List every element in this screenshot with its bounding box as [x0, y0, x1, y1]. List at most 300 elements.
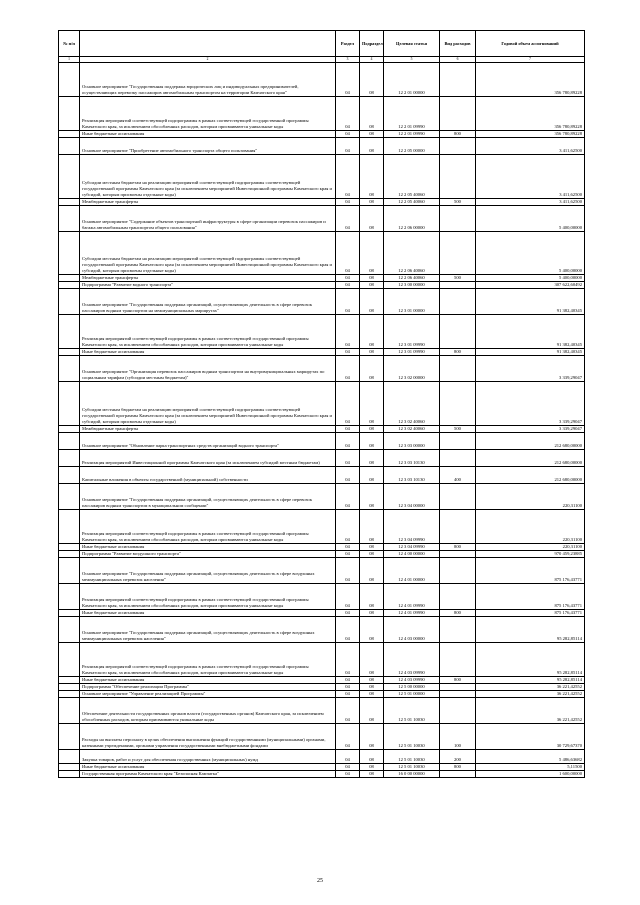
- cell-expense-type: 800: [440, 764, 476, 771]
- cell-razdel: 04: [336, 275, 360, 282]
- cell-razdel: 04: [336, 558, 360, 584]
- cell-expense-type: 200: [440, 750, 476, 764]
- cell-podrazdel: 08: [360, 724, 384, 750]
- cell-razdel: 04: [336, 510, 360, 544]
- cell-target-article: 12 2 01 09990: [384, 97, 440, 131]
- cell-razdel: 04: [336, 356, 360, 382]
- cell-amount: 30 729,67370: [476, 724, 585, 750]
- cell-amount: 875 176,43771: [476, 610, 585, 617]
- cell-target-article: 12 2 01 00000: [384, 63, 440, 97]
- cell-num: [59, 771, 80, 778]
- cell-name: Межбюджетные трансферты: [80, 275, 336, 282]
- cell-razdel: 04: [336, 138, 360, 155]
- table-row: [59, 484, 585, 510]
- cell-num: [59, 584, 80, 610]
- cell-amount: 1 600,00000: [476, 771, 585, 778]
- table-row: [59, 510, 585, 544]
- cell-num: [59, 155, 80, 199]
- cell-expense-type: 800: [440, 544, 476, 551]
- cell-amount: 91 382,40345: [476, 349, 585, 356]
- cell-num: [59, 315, 80, 349]
- cell-podrazdel: 08: [360, 155, 384, 199]
- cell-target-article: 12 4 03 09990: [384, 677, 440, 684]
- table-row: [59, 199, 585, 206]
- cell-podrazdel: 08: [360, 282, 384, 289]
- cell-amount: 3 411,62500: [476, 199, 585, 206]
- cell-name: Субсидии местным бюджетам на реализацию мероприятий соответствующей подпрограммы соответствующей государственной программы Камчатского края (за исключением мероприятий Инвестиционной программы Камчатского края и субсидий, которым присвоены отдельные коды): [80, 155, 336, 199]
- cell-expense-type: [440, 155, 476, 199]
- cell-razdel: 04: [336, 199, 360, 206]
- cell-target-article: 12 5 01 10030: [384, 764, 440, 771]
- cell-podrazdel: 08: [360, 698, 384, 724]
- cell-razdel: 04: [336, 544, 360, 551]
- cell-razdel: 04: [336, 426, 360, 433]
- cell-name: Реализация мероприятий соответствующей подпрограммы в рамках соответствующей государственной программы Камчатского края, за исключением обособленных расходов, которым присваиваются уникальные коды: [80, 643, 336, 677]
- cell-podrazdel: 08: [360, 750, 384, 764]
- cell-target-article: 12 2 06 40060: [384, 275, 440, 282]
- cell-expense-type: [440, 232, 476, 275]
- cell-expense-type: 500: [440, 199, 476, 206]
- cell-amount: 95 282,85114: [476, 677, 585, 684]
- cell-target-article: 12 5 01 10030: [384, 724, 440, 750]
- cell-expense-type: 800: [440, 349, 476, 356]
- cell-num: [59, 467, 80, 484]
- cell-num: [59, 684, 80, 691]
- cell-razdel: 04: [336, 764, 360, 771]
- cell-name: Основное мероприятие "Государственная поддержка юридических лиц и индивидуальных предпринимателей, осуществляющих перевозку пассажиров автомобильным транспортом на территории Камчатского края": [80, 63, 336, 97]
- cell-name: Обеспечение деятельности государственных органов власти (государственных органов) Камчатского края, за исключением обособленных расходов, которым присваиваются уникальные коды: [80, 698, 336, 724]
- header-num: № п/п: [59, 31, 80, 57]
- cell-expense-type: [440, 138, 476, 155]
- cell-name: Иные бюджетные ассигнования: [80, 610, 336, 617]
- cell-num: [59, 677, 80, 684]
- table-row: [59, 584, 585, 610]
- cell-num: [59, 206, 80, 232]
- cell-name: Подпрограмма "Развитие водного транспорта": [80, 282, 336, 289]
- cell-podrazdel: 08: [360, 275, 384, 282]
- cell-amount: 220,31100: [476, 510, 585, 544]
- cell-target-article: 12 2 01 09990: [384, 131, 440, 138]
- cell-name: Иные бюджетные ассигнования: [80, 677, 336, 684]
- cell-expense-type: [440, 771, 476, 778]
- table-row: [59, 356, 585, 382]
- cell-target-article: 12 3 01 09990: [384, 315, 440, 349]
- cell-podrazdel: 08: [360, 450, 384, 467]
- cell-amount: 91 382,40345: [476, 315, 585, 349]
- cell-num: [59, 356, 80, 382]
- cell-razdel: 04: [336, 63, 360, 97]
- cell-name: Межбюджетные трансферты: [80, 199, 336, 206]
- col-number: 3: [336, 57, 360, 63]
- cell-amount: 95 282,85114: [476, 643, 585, 677]
- cell-podrazdel: 08: [360, 131, 384, 138]
- budget-table: [58, 30, 585, 778]
- cell-num: [59, 643, 80, 677]
- table-row: [59, 691, 585, 698]
- cell-amount: 3 411,62500: [476, 155, 585, 199]
- cell-expense-type: 800: [440, 677, 476, 684]
- cell-name: Основное мероприятие "Содержание объектов транспортной инфраструктуры в сфере организации перевозок пассажиров и багажа автомобильным транспортом общего пользования": [80, 206, 336, 232]
- table-row: [59, 315, 585, 349]
- cell-podrazdel: 08: [360, 677, 384, 684]
- cell-podrazdel: 08: [360, 356, 384, 382]
- cell-podrazdel: 08: [360, 315, 384, 349]
- cell-podrazdel: 08: [360, 558, 384, 584]
- cell-expense-type: [440, 450, 476, 467]
- cell-podrazdel: 08: [360, 206, 384, 232]
- cell-razdel: 04: [336, 551, 360, 558]
- col-number: 4: [360, 57, 384, 63]
- cell-target-article: 12 4 01 09990: [384, 610, 440, 617]
- cell-expense-type: [440, 584, 476, 610]
- cell-expense-type: [440, 315, 476, 349]
- cell-name: Подпрограмма "Обеспечение реализации Программы": [80, 684, 336, 691]
- cell-target-article: 12 5 00 00000: [384, 684, 440, 691]
- cell-amount: 875 176,43771: [476, 584, 585, 610]
- cell-name: Реализация мероприятий соответствующей подпрограммы в рамках соответствующей государственной программы Камчатского края, за исключением обособленных расходов, которым присваиваются уникальные коды: [80, 584, 336, 610]
- cell-name: Основное мероприятие "Государственная поддержка организаций, осуществляющих деятельность в сфере воздушных межмуниципальных перевозок населения": [80, 558, 336, 584]
- cell-target-article: 12 3 04 09990: [384, 544, 440, 551]
- cell-expense-type: [440, 97, 476, 131]
- cell-expense-type: [440, 558, 476, 584]
- cell-target-article: 12 3 02 40060: [384, 382, 440, 426]
- table-row: [59, 750, 585, 764]
- table-row: [59, 558, 585, 584]
- cell-razdel: 04: [336, 450, 360, 467]
- table-row: [59, 643, 585, 677]
- cell-expense-type: [440, 684, 476, 691]
- cell-amount: 3 339,29047: [476, 356, 585, 382]
- cell-amount: 36 221,42552: [476, 698, 585, 724]
- cell-num: [59, 138, 80, 155]
- cell-name: Реализация мероприятий соответствующей подпрограммы в рамках соответствующей государственной программы Камчатского края, за исключением обособленных расходов, которым присваиваются уникальные коды: [80, 97, 336, 131]
- cell-amount: 3 339,29047: [476, 382, 585, 426]
- table-row: [59, 684, 585, 691]
- cell-expense-type: [440, 433, 476, 450]
- cell-razdel: 04: [336, 724, 360, 750]
- cell-podrazdel: 08: [360, 551, 384, 558]
- cell-podrazdel: 08: [360, 97, 384, 131]
- cell-amount: 356 780,89228: [476, 131, 585, 138]
- table-row: [59, 275, 585, 282]
- cell-razdel: 04: [336, 289, 360, 315]
- cell-num: [59, 510, 80, 544]
- cell-podrazdel: 08: [360, 771, 384, 778]
- col-number: 5: [384, 57, 440, 63]
- cell-razdel: 04: [336, 282, 360, 289]
- cell-expense-type: 500: [440, 426, 476, 433]
- cell-name: Реализация мероприятий соответствующей подпрограммы в рамках соответствующей государственной программы Камчатского края, за исключением обособленных расходов, которым присваиваются уникальные коды: [80, 315, 336, 349]
- cell-amount: 3 339,29047: [476, 426, 585, 433]
- cell-name: Иные бюджетные ассигнования: [80, 764, 336, 771]
- cell-expense-type: [440, 206, 476, 232]
- cell-num: [59, 382, 80, 426]
- table-row: [59, 138, 585, 155]
- cell-podrazdel: 08: [360, 138, 384, 155]
- cell-amount: 356 780,89228: [476, 97, 585, 131]
- cell-num: [59, 349, 80, 356]
- cell-num: [59, 433, 80, 450]
- cell-target-article: 12 3 01 09990: [384, 349, 440, 356]
- cell-name: Иные бюджетные ассигнования: [80, 349, 336, 356]
- table-row: [59, 63, 585, 97]
- cell-amount: 356 780,89228: [476, 63, 585, 97]
- cell-razdel: 04: [336, 643, 360, 677]
- cell-amount: 3 411,62500: [476, 138, 585, 155]
- cell-name: Основное мероприятие "Государственная поддержка организаций, осуществляющих деятельность в сфере воздушных межмуниципальных перевозок населения": [80, 617, 336, 643]
- cell-razdel: 04: [336, 584, 360, 610]
- cell-target-article: 12 2 06 40060: [384, 232, 440, 275]
- cell-amount: 875 176,43771: [476, 558, 585, 584]
- cell-amount: 212 680,00000: [476, 450, 585, 467]
- cell-expense-type: [440, 484, 476, 510]
- cell-target-article: 12 3 03 00000: [384, 433, 440, 450]
- cell-podrazdel: 08: [360, 764, 384, 771]
- cell-num: [59, 97, 80, 131]
- cell-target-article: 12 3 01 00000: [384, 289, 440, 315]
- cell-target-article: 12 4 03 09990: [384, 643, 440, 677]
- cell-name: Иные бюджетные ассигнования: [80, 131, 336, 138]
- header-razdel: Раздел: [336, 31, 360, 57]
- cell-num: [59, 484, 80, 510]
- cell-name: Основное мероприятие "Организация перевозок пассажиров водным транспортом на внутримуниципальных маршрутах по социальным тарифам (субсидии местным бюджетам)": [80, 356, 336, 382]
- table-row: [59, 382, 585, 426]
- cell-num: [59, 282, 80, 289]
- cell-num: [59, 617, 80, 643]
- table-row: [59, 677, 585, 684]
- table-row: [59, 724, 585, 750]
- table-row: [59, 282, 585, 289]
- cell-amount: 5 400,00000: [476, 206, 585, 232]
- cell-num: [59, 691, 80, 698]
- cell-expense-type: 800: [440, 610, 476, 617]
- table-row: [59, 698, 585, 724]
- cell-target-article: 12 3 03 10130: [384, 467, 440, 484]
- cell-target-article: 12 4 03 00000: [384, 617, 440, 643]
- header-annual-amount: Годовой объем ассигнований: [476, 31, 585, 57]
- cell-target-article: 12 5 01 10030: [384, 750, 440, 764]
- cell-name: Основное мероприятие "Приобретение автомобильного транспорта общего пользования": [80, 138, 336, 155]
- cell-target-article: 12 4 01 09990: [384, 584, 440, 610]
- col-number: 7: [476, 57, 585, 63]
- header-name: [80, 31, 336, 57]
- cell-amount: 970 459,23885: [476, 551, 585, 558]
- cell-expense-type: [440, 289, 476, 315]
- cell-name: Основное мероприятие "Управление реализацией Программы": [80, 691, 336, 698]
- cell-razdel: 04: [336, 131, 360, 138]
- page-number: 25: [317, 878, 323, 884]
- cell-podrazdel: 08: [360, 467, 384, 484]
- cell-amount: 5 486,63682: [476, 750, 585, 764]
- cell-target-article: 12 2 06 00000: [384, 206, 440, 232]
- table-row: [59, 617, 585, 643]
- cell-podrazdel: 08: [360, 433, 384, 450]
- cell-podrazdel: 08: [360, 63, 384, 97]
- cell-name: Основное мероприятие "Обновление парка транспортных средств организаций водного транспорта": [80, 433, 336, 450]
- table-row: [59, 610, 585, 617]
- cell-razdel: 04: [336, 382, 360, 426]
- cell-razdel: 04: [336, 750, 360, 764]
- cell-amount: 220,31100: [476, 484, 585, 510]
- cell-expense-type: 100: [440, 724, 476, 750]
- cell-num: [59, 289, 80, 315]
- table-row: [59, 155, 585, 199]
- cell-podrazdel: 08: [360, 510, 384, 544]
- cell-name: Основное мероприятие "Государственная поддержка организаций, осуществляющих деятельность в сфере перевозок пассажиров водным транспортом в муниципальном сообщении": [80, 484, 336, 510]
- cell-amount: 95 282,85114: [476, 617, 585, 643]
- cell-podrazdel: 08: [360, 617, 384, 643]
- cell-num: [59, 232, 80, 275]
- cell-num: [59, 698, 80, 724]
- cell-amount: 5,11500: [476, 764, 585, 771]
- cell-name: Подпрограмма "Развитие воздушного транспорта": [80, 551, 336, 558]
- cell-target-article: 12 2 05 40060: [384, 155, 440, 199]
- cell-amount: 91 382,40345: [476, 289, 585, 315]
- cell-name: Иные бюджетные ассигнования: [80, 544, 336, 551]
- cell-target-article: 12 3 02 40060: [384, 426, 440, 433]
- col-number: 6: [440, 57, 476, 63]
- header-expense-type: Вид расходов: [440, 31, 476, 57]
- cell-amount: 36 221,42552: [476, 691, 585, 698]
- cell-name: Государственная программа Камчатского края "Безопасная Камчатка": [80, 771, 336, 778]
- cell-razdel: 04: [336, 677, 360, 684]
- cell-num: [59, 764, 80, 771]
- cell-expense-type: [440, 63, 476, 97]
- table-body: [59, 63, 585, 778]
- col-number: 2: [80, 57, 336, 63]
- cell-razdel: 04: [336, 206, 360, 232]
- cell-amount: 5 400,00000: [476, 275, 585, 282]
- cell-amount: 212 680,00000: [476, 433, 585, 450]
- cell-expense-type: 500: [440, 275, 476, 282]
- table-row: [59, 551, 585, 558]
- cell-num: [59, 199, 80, 206]
- cell-num: [59, 558, 80, 584]
- cell-podrazdel: 08: [360, 610, 384, 617]
- cell-razdel: 04: [336, 232, 360, 275]
- table-row: [59, 97, 585, 131]
- cell-razdel: 04: [336, 684, 360, 691]
- cell-podrazdel: 08: [360, 349, 384, 356]
- cell-expense-type: [440, 691, 476, 698]
- table-row: [59, 426, 585, 433]
- cell-target-article: 12 3 00 00000: [384, 282, 440, 289]
- cell-razdel: 04: [336, 315, 360, 349]
- table-row: [59, 771, 585, 778]
- cell-target-article: 12 3 04 09990: [384, 510, 440, 544]
- cell-target-article: 12 2 05 00000: [384, 138, 440, 155]
- cell-expense-type: [440, 282, 476, 289]
- cell-amount: 5 400,00000: [476, 232, 585, 275]
- cell-razdel: 04: [336, 97, 360, 131]
- cell-podrazdel: 08: [360, 289, 384, 315]
- cell-target-article: 12 5 01 10030: [384, 698, 440, 724]
- cell-expense-type: 400: [440, 467, 476, 484]
- cell-podrazdel: 08: [360, 199, 384, 206]
- cell-name: Основное мероприятие "Государственная поддержка организаций, осуществляющих деятельность в сфере перевозок пассажиров водным транспортом на межмуниципальных маршрутах": [80, 289, 336, 315]
- cell-expense-type: [440, 382, 476, 426]
- cell-target-article: 12 4 00 00000: [384, 551, 440, 558]
- cell-amount: 212 680,00000: [476, 467, 585, 484]
- cell-expense-type: 800: [440, 131, 476, 138]
- cell-name: Закупка товаров, работ и услуг для обеспечения государственных (муниципальных) нужд: [80, 750, 336, 764]
- cell-num: [59, 544, 80, 551]
- cell-razdel: 04: [336, 698, 360, 724]
- cell-amount: 36 221,42552: [476, 684, 585, 691]
- cell-podrazdel: 08: [360, 232, 384, 275]
- cell-amount: 220,31100: [476, 544, 585, 551]
- table-row: [59, 131, 585, 138]
- table-row: [59, 764, 585, 771]
- cell-podrazdel: 08: [360, 544, 384, 551]
- table-row: [59, 433, 585, 450]
- cell-razdel: 04: [336, 484, 360, 510]
- cell-num: [59, 63, 80, 97]
- cell-expense-type: [440, 510, 476, 544]
- table-row: [59, 232, 585, 275]
- cell-razdel: 04: [336, 433, 360, 450]
- table-header-row: [59, 31, 585, 57]
- cell-podrazdel: 08: [360, 426, 384, 433]
- cell-target-article: 12 5 01 00000: [384, 691, 440, 698]
- cell-target-article: 12 4 01 00000: [384, 558, 440, 584]
- cell-podrazdel: 08: [360, 643, 384, 677]
- cell-num: [59, 275, 80, 282]
- cell-podrazdel: 08: [360, 382, 384, 426]
- cell-name: Субсидии местным бюджетам на реализацию мероприятий соответствующей подпрограммы соответствующей государственной программы Камчатского края (за исключением мероприятий Инвестиционной программы Камчатского края и субсидий, которым присвоены отдельные коды): [80, 382, 336, 426]
- table-row: [59, 467, 585, 484]
- header-podrazdel: Подраздел: [360, 31, 384, 57]
- cell-name: Капитальные вложения в объекты государственной (муниципальной) собственности: [80, 467, 336, 484]
- cell-razdel: 04: [336, 349, 360, 356]
- cell-razdel: 04: [336, 771, 360, 778]
- table-row: [59, 450, 585, 467]
- cell-expense-type: [440, 356, 476, 382]
- cell-podrazdel: 08: [360, 691, 384, 698]
- cell-num: [59, 610, 80, 617]
- table-row: [59, 349, 585, 356]
- cell-target-article: 12 3 03 10130: [384, 450, 440, 467]
- cell-razdel: 04: [336, 610, 360, 617]
- cell-num: [59, 450, 80, 467]
- header-target-article: Целевая статья: [384, 31, 440, 57]
- cell-target-article: 12 2 05 40060: [384, 199, 440, 206]
- cell-name: Реализация мероприятий соответствующей подпрограммы в рамках соответствующей государственной программы Камчатского края, за исключением обособленных расходов, которым присваиваются уникальные коды: [80, 510, 336, 544]
- cell-podrazdel: 08: [360, 484, 384, 510]
- cell-amount: 307 622,60492: [476, 282, 585, 289]
- cell-expense-type: [440, 551, 476, 558]
- cell-name: Субсидии местным бюджетам на реализацию мероприятий соответствующей подпрограммы соответствующей государственной программы Камчатского края (за исключением мероприятий Инвестиционной программы Камчатского края и субсидий, которым присвоены отдельные коды): [80, 232, 336, 275]
- cell-expense-type: [440, 617, 476, 643]
- cell-num: [59, 551, 80, 558]
- cell-razdel: 04: [336, 691, 360, 698]
- table-row: [59, 206, 585, 232]
- cell-podrazdel: 08: [360, 584, 384, 610]
- cell-target-article: 12 3 02 00000: [384, 356, 440, 382]
- cell-target-article: 12 3 04 00000: [384, 484, 440, 510]
- table-row: [59, 289, 585, 315]
- cell-razdel: 04: [336, 467, 360, 484]
- cell-name: Реализация мероприятий Инвестиционной программы Камчатского края (за исключением субсидий местным бюджетам): [80, 450, 336, 467]
- cell-expense-type: [440, 698, 476, 724]
- cell-num: [59, 750, 80, 764]
- cell-expense-type: [440, 643, 476, 677]
- cell-name: Межбюджетные трансферты: [80, 426, 336, 433]
- col-number: 1: [59, 57, 80, 63]
- cell-num: [59, 724, 80, 750]
- cell-target-article: 16 0 00 00000: [384, 771, 440, 778]
- cell-num: [59, 131, 80, 138]
